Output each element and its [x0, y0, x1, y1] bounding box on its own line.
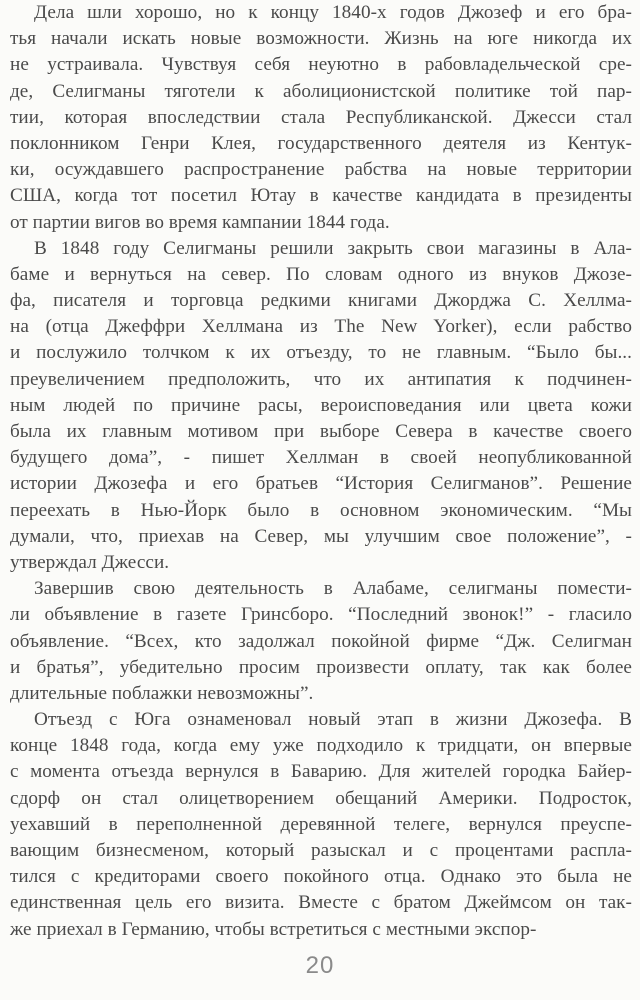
text-line: переехать в Нью-Йорк было в основном экономическим. “Мы	[10, 499, 632, 521]
text-line: Завершив свою деятельность в Алабаме, селигманы помести-	[34, 578, 632, 600]
body-text	[10, 0, 632, 943]
text-line: Дела шли хорошо, но к концу 1840-х годов Джозеф и его бра-	[34, 2, 632, 23]
text-line: думали, что, приехав на Север, мы улучшим свое положение”, -	[10, 525, 632, 547]
text-line: длительные поблажки невозможны”.	[10, 682, 314, 704]
text-line: поклонником Генри Клея, государственного деятеля из Кентук-	[10, 132, 632, 154]
text-line: В 1848 году Селигманы решили закрыть свои магазины в Ала-	[34, 237, 632, 259]
text-line: тии, которая впоследствии стала Республиканской. Джесси стал	[10, 106, 632, 128]
text-line: ки, осуждавшего распространение рабства на новые территории	[10, 159, 632, 181]
text-line: де, Селигманы тяготели к аболиционистской политике той пар-	[10, 80, 632, 102]
text-line: и послужило толчком к их отъезду, то не главным. “Было бы...	[10, 342, 632, 364]
page-number: 20	[305, 952, 335, 979]
text-line: сдорф он стал олицетворением обещаний Америки. Подросток,	[10, 787, 632, 809]
text-line: была их главным мотивом при выборе Севера в качестве своего	[10, 421, 632, 442]
text-line: на (отца Джеффри Хеллмана из The New Yorker), если рабство	[10, 316, 632, 338]
text-line: тился с кредиторами своего покойного отца. Однако это была не	[10, 866, 632, 888]
text-line: утверждал Джесси.	[10, 551, 170, 573]
text-line: от партии вигов во время кампании 1844 года.	[10, 211, 390, 233]
text-line: Отъезд с Юга ознаменовал новый этап в жизни Джозефа. В	[34, 709, 632, 731]
text-line: объявление. “Всех, кто задолжал покойной фирме “Дж. Селигман	[10, 630, 632, 652]
text-line: с момента отъезда вернулся в Баварию. Для жителей городка Байер-	[10, 761, 632, 783]
text-line: истории Джозефа и его братьев “История Селигманов”. Решение	[10, 473, 632, 495]
paragraph	[10, 576, 632, 707]
paragraph	[10, 236, 632, 576]
text-line: ли объявление в газете Гринсборо. “Последний звонок!” - гласило	[10, 604, 632, 626]
text-line: баме и вернуться на север. По словам одного из внуков Джозе-	[10, 263, 632, 285]
text-line: конце 1848 года, когда ему уже подходило к тридцати, он впервые	[10, 735, 632, 757]
text-line: и братья”, убедительно просим произвести оплату, так как более	[10, 656, 632, 678]
text-line: не устраивала. Чувствуя себя неуютно в рабовладельческой сре-	[10, 54, 632, 76]
text-line: США, когда тот посетил Ютау в качестве кандидата в президенты	[10, 185, 632, 207]
paragraph	[10, 707, 632, 943]
text-line: же приехал в Германию, чтобы встретиться с местными экспор-	[10, 918, 537, 940]
text-line: тья начали искать новые возможности. Жизнь на юге никогда их	[10, 28, 632, 50]
text-line: вающим бизнесменом, который разыскал и с процентами распла-	[10, 840, 632, 861]
text-line: единственная цель его визита. Вместе с братом Джеймсом он так-	[10, 892, 632, 914]
text-line: будущего дома”, - пишет Хеллман в своей неопубликованной	[10, 447, 632, 469]
text-line: уехавший в переполненной деревянной телеге, вернулся преуспе-	[10, 813, 632, 835]
text-line: преувеличением предположить, что их антипатия к подчинен-	[10, 368, 632, 390]
paragraph	[10, 0, 632, 236]
text-line: ным людей по причине расы, вероисповедания или цвета кожи	[10, 394, 632, 416]
text-line: фа, писателя и торговца редкими книгами Джорджа С. Хеллма-	[10, 290, 632, 312]
